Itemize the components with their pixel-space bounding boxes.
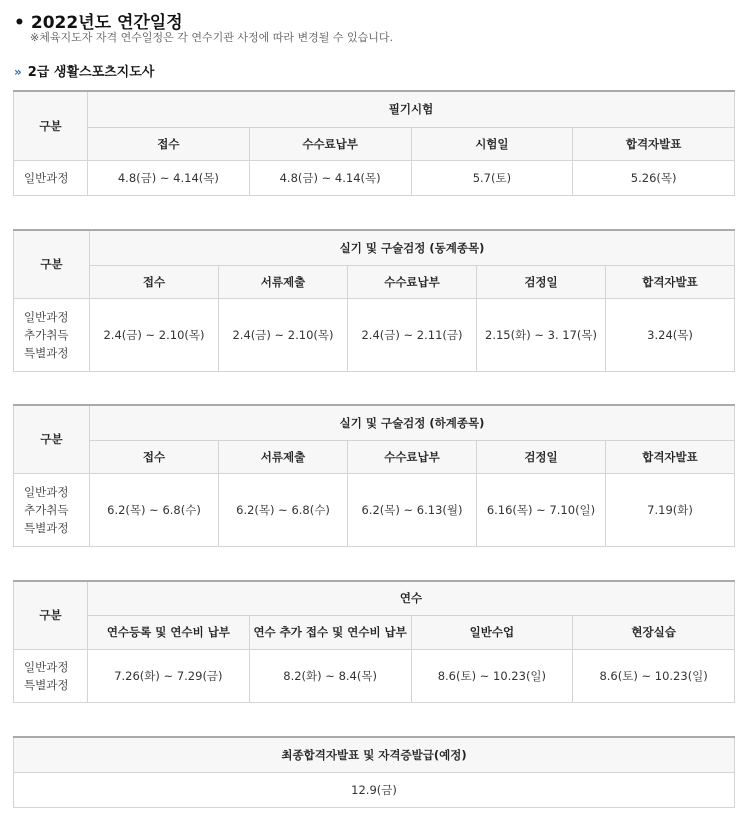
- category-header: 구분: [14, 581, 88, 649]
- schedule-notice: ※체육지도자 자격 연수일정은 각 연수기관 사정에 따라 변경될 수 있습니다.: [30, 31, 393, 44]
- table-row: [14, 473, 735, 547]
- final-header: 최종합격자발표 및 자격증발급(예정): [14, 737, 735, 772]
- final-result-table: [13, 736, 735, 808]
- category-header: 구분: [14, 91, 88, 160]
- table-cell: 4.8(금) ~ 4.14(목): [249, 160, 411, 196]
- column-header: 접수: [90, 440, 219, 473]
- table-row: [14, 649, 735, 703]
- group-header: 연수: [88, 581, 735, 615]
- row-label: 일반과정 추가취득 특별과정: [14, 298, 90, 372]
- written-exam-table: [13, 90, 735, 196]
- column-header: 접수: [88, 127, 250, 160]
- column-header: 수수료납부: [348, 440, 477, 473]
- table-cell: 5.7(토): [411, 160, 573, 196]
- column-header: 일반수업: [411, 615, 573, 649]
- column-header: 합격자발표: [606, 440, 735, 473]
- column-header: 현장실습: [573, 615, 735, 649]
- column-header: 서류제출: [219, 440, 348, 473]
- column-header: 연수 추가 접수 및 연수비 납부: [249, 615, 411, 649]
- training-table: [13, 580, 735, 703]
- table-row: [14, 160, 735, 196]
- section-heading: [14, 61, 154, 80]
- column-header: 연수등록 및 연수비 납부: [88, 615, 250, 649]
- table-cell: 2.4(금) ~ 2.11(금): [348, 298, 477, 372]
- column-header: 검정일: [477, 440, 606, 473]
- column-header: 서류제출: [219, 265, 348, 298]
- table-cell: 2.4(금) ~ 2.10(목): [219, 298, 348, 372]
- table-cell: 2.15(화) ~ 3. 17(목): [477, 298, 606, 372]
- row-label: 일반과정 특별과정: [14, 649, 88, 703]
- group-header: 실기 및 구술검정 (동계종목): [90, 230, 735, 265]
- table-cell: 3.24(목): [606, 298, 735, 372]
- table-row: [14, 772, 735, 808]
- column-header: 합격자발표: [573, 127, 735, 160]
- table-cell: 6.16(목) ~ 7.10(일): [477, 473, 606, 547]
- table-cell: 2.4(금) ~ 2.10(목): [90, 298, 219, 372]
- table-cell: 8.2(화) ~ 8.4(목): [249, 649, 411, 703]
- row-label: 일반과정: [14, 160, 88, 196]
- page-title-text: 2022년도 연간일정: [30, 13, 183, 33]
- table-cell: 4.8(금) ~ 4.14(목): [88, 160, 250, 196]
- section-title: 2급 생활스포츠지도사: [27, 65, 155, 80]
- category-header: 구분: [14, 230, 90, 298]
- column-header: 시험일: [411, 127, 573, 160]
- practical-summer-table: [13, 404, 735, 547]
- table-cell: 8.6(토) ~ 10.23(일): [411, 649, 573, 703]
- practical-winter-table: [13, 229, 735, 372]
- final-date-cell: 12.9(금): [14, 772, 735, 808]
- table-cell: 6.2(목) ~ 6.13(월): [348, 473, 477, 547]
- row-label: 일반과정 추가취득 특별과정: [14, 473, 90, 547]
- group-header: 실기 및 구술검정 (하계종목): [90, 405, 735, 440]
- column-header: 검정일: [477, 265, 606, 298]
- double-chevron-icon: »: [14, 65, 22, 79]
- table-cell: 7.26(화) ~ 7.29(금): [88, 649, 250, 703]
- table-cell: 6.2(목) ~ 6.8(수): [219, 473, 348, 547]
- group-header: 필기시험: [88, 91, 735, 127]
- column-header: 접수: [90, 265, 219, 298]
- table-cell: 8.6(토) ~ 10.23(일): [573, 649, 735, 703]
- table-row: [14, 298, 735, 372]
- table-cell: 5.26(목): [573, 160, 735, 196]
- table-cell: 6.2(목) ~ 6.8(수): [90, 473, 219, 547]
- column-header: 합격자발표: [606, 265, 735, 298]
- category-header: 구분: [14, 405, 90, 473]
- table-cell: 7.19(화): [606, 473, 735, 547]
- bullet-icon: •: [14, 13, 25, 33]
- column-header: 수수료납부: [348, 265, 477, 298]
- column-header: 수수료납부: [249, 127, 411, 160]
